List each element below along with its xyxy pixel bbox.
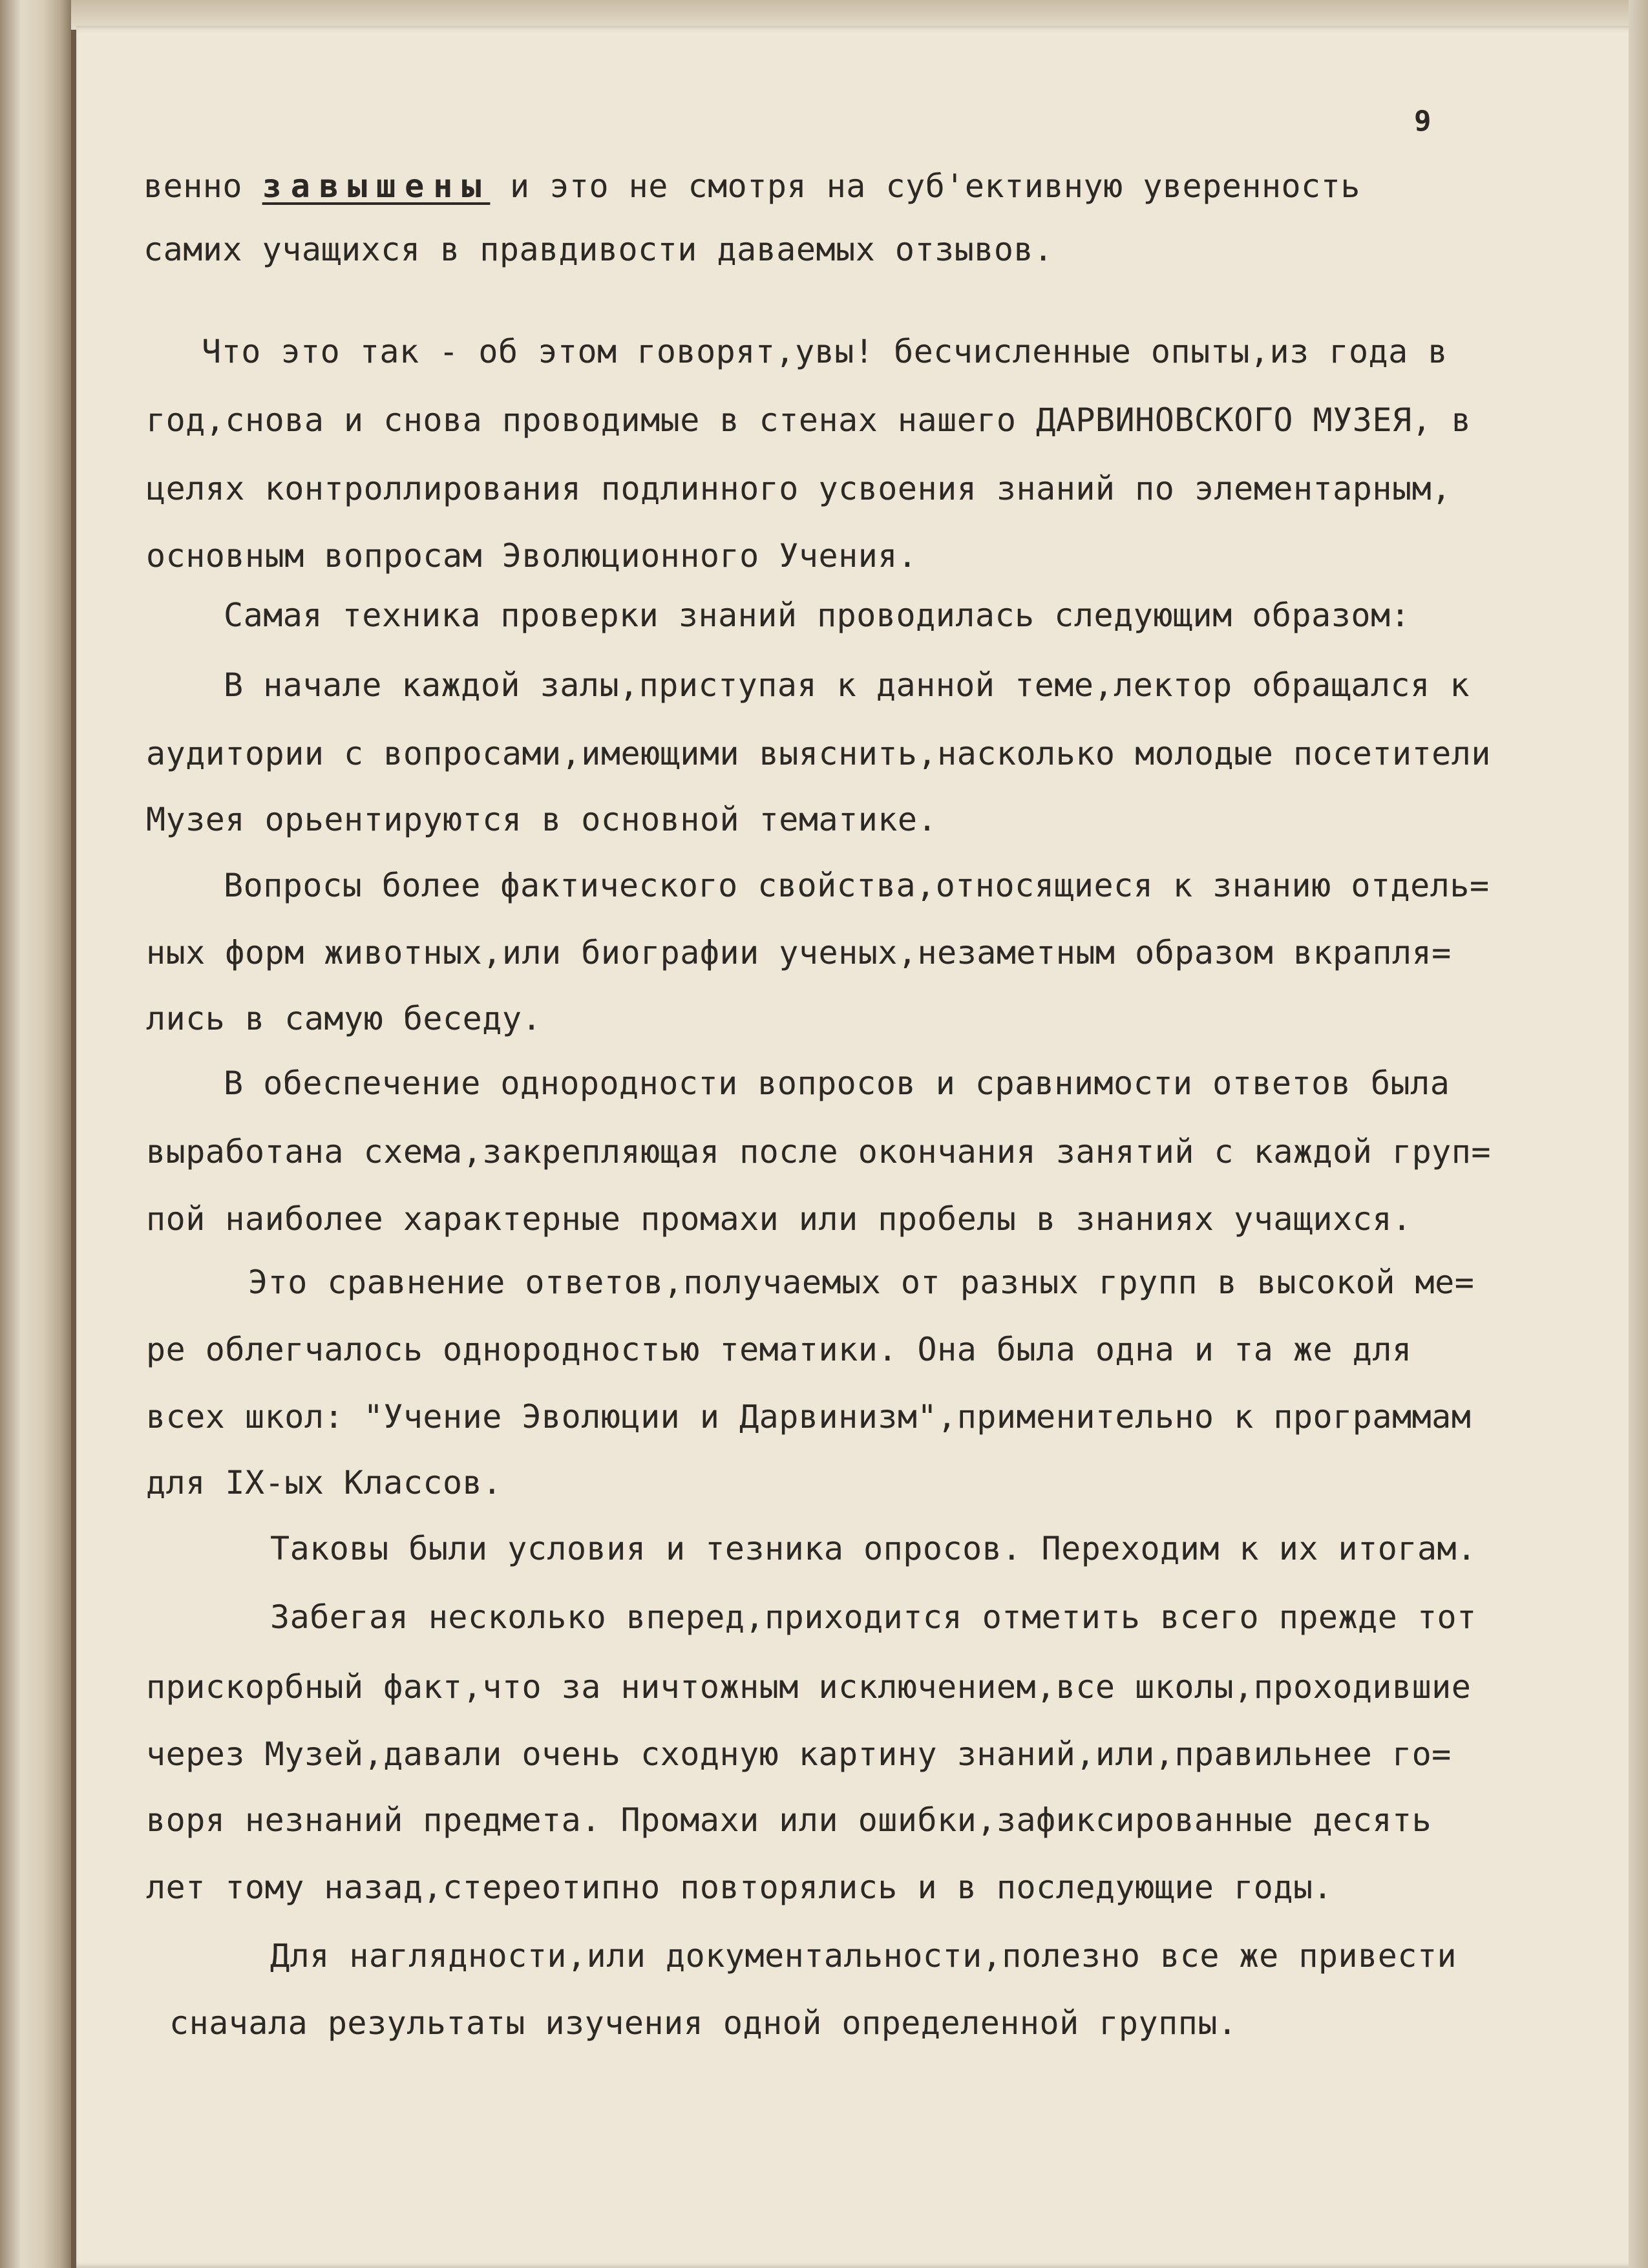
text-line-3: Что это так - об этом говорят,увы! бесчисленные опыты,из года в (202, 333, 1448, 370)
text-line-8: В начале каждой залы,приступая к данной теме,лектор обращался к (224, 666, 1470, 704)
text-line-16: пой наиболее характерные промахи или пробелы в знаниях учащихся. (146, 1200, 1412, 1238)
text-line-10: Музея орьентируются в основной тематике. (146, 801, 938, 838)
text-line-6: основным вопросам Эволюционного Учения. (146, 537, 918, 575)
text-line-1: венно завышены и это не смотря на суб'ективную уверенность (143, 167, 1360, 205)
text-line-5: целях контроллирования подлинного усвоения знаний по элементарным, (146, 470, 1452, 507)
text-line-25: воря незнаний предмета. Промахи или ошибки,зафиксированные десять (146, 1801, 1432, 1839)
text-line-17: Это сравнение ответов,получаемых от разных групп в высокой ме= (248, 1264, 1475, 1301)
text-line-22: Забегая несколько вперед,приходится отметить всего прежде тот (270, 1598, 1477, 1636)
text-line-27: Для наглядности,или документальности,полезно все же привести (270, 1937, 1457, 1975)
binding-strip (0, 0, 71, 2268)
text-line-20: для IX-ых Классов. (146, 1464, 502, 1501)
text-line-19: всех школ: "Учение Эволюции и Дарвинизм",применительно к программам (146, 1398, 1472, 1436)
text-line-21: Таковы были условия и тезника опросов. Переходим к их итогам. (270, 1530, 1477, 1567)
text-line-24: через Музей,давали очень сходную картину знаний,или,правильнее го= (146, 1735, 1452, 1773)
page-number: 9 (1414, 105, 1431, 138)
text-line-2: самих учащихся в правдивости даваемых отзывов. (143, 231, 1053, 268)
text-line-26: лет тому назад,стереотипно повторялись и в последующие годы. (146, 1869, 1333, 1906)
text-line-9: аудитории с вопросами,имеющими выяснить,насколько молодые посетители (146, 735, 1491, 772)
text-line-15: выработана схема,закрепляющая после окончания занятий с каждой груп= (146, 1133, 1491, 1171)
text-line-18: ре облегчалось однородностью тематики. Она была одна и та же для (146, 1331, 1412, 1368)
text-line-7: Самая техника проверки знаний проводилась следующим образом: (224, 597, 1411, 634)
page-stack-edge (1629, 0, 1648, 2268)
text-line-4: год,снова и снова проводимые в стенах нашего ДАРВИНОВСКОГО МУЗЕЯ, в (146, 401, 1472, 439)
text-line-11: Вопросы более фактического свойства,относящиеся к знанию отдель= (224, 867, 1490, 904)
text-line-28: сначала результаты изучения одной определенной группы. (169, 2004, 1238, 2042)
text-line-12: ных форм животных,или биографии ученых,незаметным образом вкрапля= (146, 934, 1452, 971)
text-line-13: лись в самую беседу. (146, 1000, 542, 1037)
text-line-14: В обеспечение однородности вопросов и сравнимости ответов была (224, 1065, 1450, 1102)
text-line-23: прискорбный факт,что за ничтожным исключением,все школы,проходившие (146, 1668, 1472, 1706)
emphasized-word: завышены (262, 167, 491, 205)
